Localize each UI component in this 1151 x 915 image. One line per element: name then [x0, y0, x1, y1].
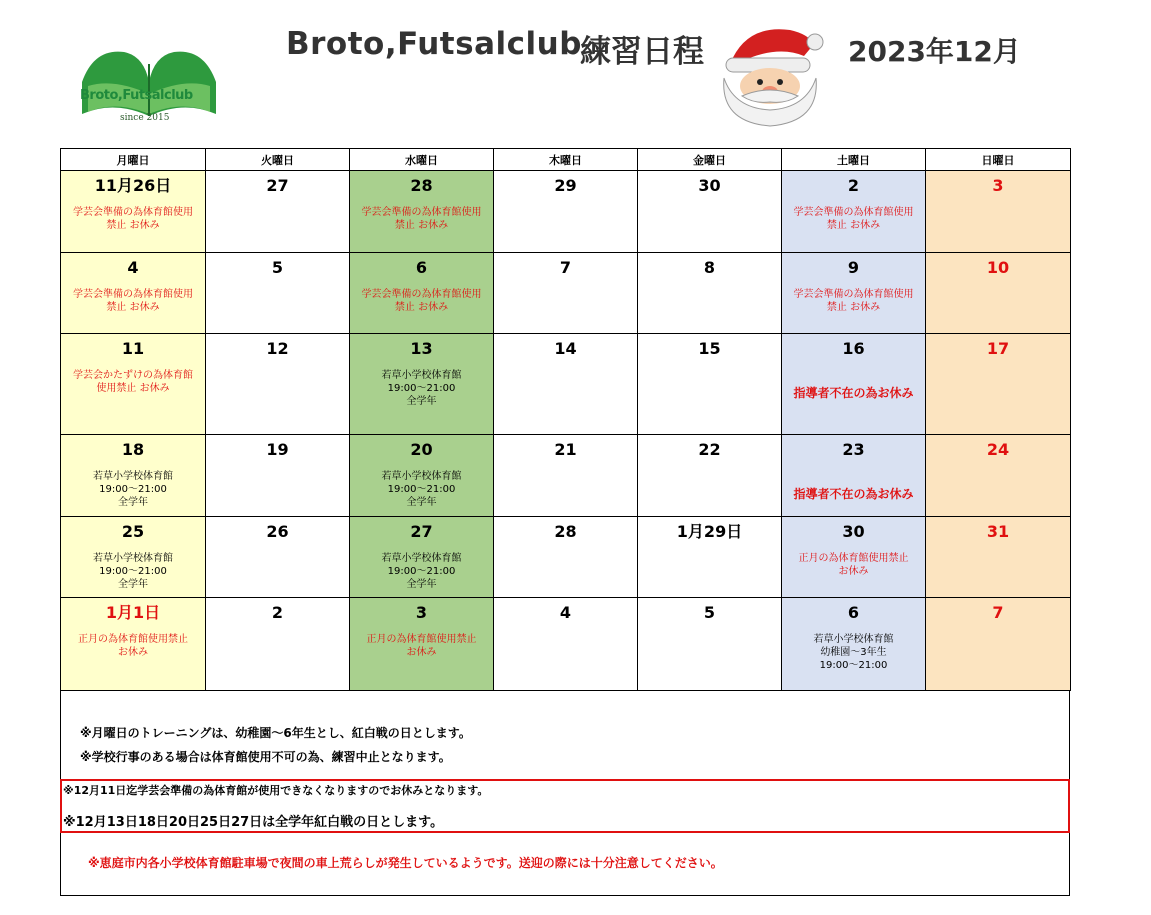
calendar-day-cell: [638, 334, 782, 435]
day-number: 21: [554, 440, 577, 459]
day-number: 1月29日: [676, 522, 743, 541]
calendar-day-cell: [926, 334, 1071, 435]
day-number: 2: [847, 176, 860, 195]
day-number: 8: [703, 258, 716, 277]
day-note-line: お休み: [118, 647, 148, 658]
calendar-day-cell: [494, 435, 638, 517]
calendar-day-cell: [494, 171, 638, 253]
calendar-day-cell: [61, 435, 206, 517]
day-note-line: 学芸会準備の為体育館使用: [73, 289, 193, 300]
calendar-week-row: [61, 598, 1071, 691]
calendar-day-cell: [782, 517, 926, 598]
day-note-line: 指導者不在の為お休み: [793, 487, 914, 501]
day-number: 28: [554, 522, 577, 541]
calendar-day-cell: [61, 517, 206, 598]
day-note: [350, 552, 493, 591]
weekday-header: 木曜日: [494, 149, 638, 171]
weekday-header: 水曜日: [350, 149, 494, 171]
day-note-line: 全学年: [118, 497, 148, 508]
day-number: 7: [559, 258, 572, 277]
day-note: [782, 387, 925, 400]
day-number: 5: [703, 603, 716, 622]
calendar-day-cell: [494, 517, 638, 598]
day-number: 1月1日: [105, 603, 161, 622]
day-note-line: 禁止 お休み: [106, 302, 160, 313]
day-note: [61, 369, 205, 395]
calendar-day-cell: [350, 253, 494, 334]
day-note-line: 禁止 お休み: [826, 302, 881, 313]
calendar-week-row: [61, 253, 1071, 334]
day-number: 15: [698, 339, 721, 358]
day-note-line: 若草小学校体育館: [381, 553, 462, 564]
day-number: 30: [698, 176, 721, 195]
day-note-line: 禁止 お休み: [106, 220, 160, 231]
santa-claus-icon: [716, 22, 824, 130]
day-note: [782, 488, 925, 501]
day-number: 10: [986, 258, 1010, 277]
calendar-body: [61, 171, 1071, 691]
day-number: 27: [266, 176, 289, 195]
day-number: 18: [121, 440, 145, 459]
day-number: 4: [127, 258, 139, 277]
day-number: 7: [992, 603, 1004, 622]
day-number: 30: [842, 522, 865, 541]
day-note: [782, 206, 925, 232]
day-note-line: 正月の為体育館使用禁止: [78, 634, 188, 645]
day-number: 2: [271, 603, 284, 622]
calendar-day-cell: [782, 171, 926, 253]
day-note-line: 幼稚園～3年生: [820, 647, 887, 658]
day-note: [350, 206, 493, 232]
calendar-table: [60, 148, 1071, 691]
day-note-line: 19:00～21:00: [387, 566, 456, 577]
day-number: 16: [842, 339, 865, 358]
day-note-line: 学芸会かたずけの為体育館: [73, 370, 193, 381]
calendar-day-cell: [638, 253, 782, 334]
day-note: [61, 633, 205, 659]
calendar-week-row: [61, 171, 1071, 253]
calendar-day-cell: [926, 435, 1071, 517]
day-number: 25: [121, 522, 145, 541]
day-number: 23: [842, 440, 865, 459]
day-note: [350, 288, 493, 314]
day-note-line: 使用禁止 お休み: [96, 383, 170, 394]
day-note-line: 若草小学校体育館: [813, 634, 894, 645]
day-number: 29: [554, 176, 577, 195]
calendar-day-cell: [782, 334, 926, 435]
calendar-day-cell: [926, 171, 1071, 253]
day-number: 3: [415, 603, 428, 622]
calendar-day-cell: [926, 517, 1071, 598]
day-note-line: 19:00～21:00: [387, 383, 456, 394]
day-note: [782, 288, 925, 314]
day-number: 19: [266, 440, 289, 459]
calendar-day-cell: [350, 517, 494, 598]
day-number: 6: [847, 603, 860, 622]
day-note-line: 学芸会準備の為体育館使用: [361, 207, 482, 218]
day-note: [61, 552, 205, 591]
day-note-line: 学芸会準備の為体育館使用: [793, 207, 914, 218]
weekday-header: 火曜日: [206, 149, 350, 171]
day-number: 11月26日: [94, 176, 172, 195]
logo-club-name: Broto,Futsalclub: [80, 88, 193, 103]
calendar-day-cell: [638, 435, 782, 517]
calendar-day-cell: [926, 598, 1071, 691]
calendar-day-cell: [206, 598, 350, 691]
calendar-day-cell: [61, 253, 206, 334]
day-note-line: 全学年: [406, 497, 437, 508]
day-note: [350, 369, 493, 408]
day-note-line: 正月の為体育館使用禁止: [366, 634, 477, 645]
logo-since: since 2015: [120, 113, 170, 123]
calendar-week-row: [61, 334, 1071, 435]
calendar-day-cell: [350, 334, 494, 435]
day-note-line: 学芸会準備の為体育館使用: [793, 289, 914, 300]
calendar-day-cell: [494, 253, 638, 334]
calendar-day-cell: [206, 517, 350, 598]
page-title-club: Broto,Futsalclub: [286, 26, 582, 62]
calendar-week-row: [61, 435, 1071, 517]
calendar-day-cell: [494, 598, 638, 691]
day-number: 17: [986, 339, 1010, 358]
day-note-line: 全学年: [118, 579, 148, 590]
day-number: 20: [410, 440, 433, 459]
day-note-line: 指導者不在の為お休み: [793, 386, 914, 400]
day-note: [350, 470, 493, 509]
weekday-header: 月曜日: [61, 149, 206, 171]
calendar-day-cell: [638, 598, 782, 691]
day-number: 14: [554, 339, 577, 358]
day-number: 5: [271, 258, 284, 277]
calendar-week-row: [61, 517, 1071, 598]
calendar-day-cell: [350, 171, 494, 253]
day-note-line: 全学年: [406, 579, 437, 590]
day-note-line: 19:00～21:00: [819, 660, 888, 671]
calendar-day-cell: [926, 253, 1071, 334]
calendar-day-cell: [782, 598, 926, 691]
day-note-line: 正月の為体育館使用禁止: [798, 553, 909, 564]
day-number: 4: [559, 603, 572, 622]
calendar-day-cell: [494, 334, 638, 435]
calendar-day-cell: [638, 517, 782, 598]
day-note: [61, 206, 205, 232]
day-note-line: 禁止 お休み: [826, 220, 881, 231]
calendar-day-cell: [61, 598, 206, 691]
day-note-line: 19:00～21:00: [387, 484, 456, 495]
page-title-month: 2023年12月: [848, 35, 1021, 68]
page-title-schedule: 練習日程: [580, 34, 704, 70]
day-number: 27: [410, 522, 433, 541]
day-note-line: 若草小学校体育館: [381, 471, 462, 482]
footer-note-scrimmage: ※12月13日18日20日25日27日は全学年紅白戦の日とします。: [63, 815, 444, 830]
day-number: 3: [992, 176, 1004, 195]
day-number: 28: [410, 176, 433, 195]
footer-note-school-events: ※学校行事のある場合は体育館使用不可の為、練習中止となります。: [80, 750, 451, 764]
day-note: [782, 552, 925, 578]
day-note: [782, 633, 925, 672]
calendar-day-cell: [782, 435, 926, 517]
calendar-day-cell: [782, 253, 926, 334]
day-note: [61, 470, 205, 509]
day-note-line: お休み: [406, 647, 437, 658]
day-number: 12: [266, 339, 289, 358]
calendar-day-cell: [206, 171, 350, 253]
day-note-line: 若草小学校体育館: [381, 370, 462, 381]
calendar-day-cell: [350, 598, 494, 691]
day-note-line: 禁止 お休み: [394, 302, 449, 313]
day-note-line: 学芸会準備の為体育館使用: [73, 207, 193, 218]
day-note-line: お休み: [838, 566, 869, 577]
day-number: 24: [986, 440, 1010, 459]
footer-warning-parking: ※恵庭市内各小学校体育館駐車場で夜間の車上荒らしが発生しているようです。送迎の際には十分注意してください。: [88, 856, 723, 870]
calendar-day-cell: [638, 171, 782, 253]
day-number: 26: [266, 522, 289, 541]
calendar-day-cell: [206, 334, 350, 435]
calendar-day-cell: [61, 334, 206, 435]
day-note: [61, 288, 205, 314]
day-note-line: 若草小学校体育館: [93, 553, 173, 564]
day-note: [350, 633, 493, 659]
weekday-header: 日曜日: [926, 149, 1071, 171]
footer-note-closure: ※12月11日迄学芸会準備の為体育館が使用できなくなりますのでお休みとなります。: [63, 784, 489, 797]
calendar-day-cell: [350, 435, 494, 517]
day-number: 31: [986, 522, 1010, 541]
day-note-line: 19:00～21:00: [99, 484, 167, 495]
day-note-line: 全学年: [406, 396, 437, 407]
calendar-day-cell: [206, 253, 350, 334]
weekday-header: 土曜日: [782, 149, 926, 171]
day-number: 6: [415, 258, 428, 277]
day-note-line: 19:00～21:00: [99, 566, 167, 577]
day-note-line: 禁止 お休み: [394, 220, 449, 231]
calendar-day-cell: [61, 171, 206, 253]
footer-note-monday: ※月曜日のトレーニングは、幼稚園～6年生とし、紅白戦の日とします。: [80, 726, 471, 740]
day-number: 13: [410, 339, 433, 358]
weekday-header: 金曜日: [638, 149, 782, 171]
day-number: 22: [698, 440, 721, 459]
day-number: 9: [847, 258, 860, 277]
day-note-line: 学芸会準備の為体育館使用: [361, 289, 482, 300]
calendar-day-cell: [206, 435, 350, 517]
day-note-line: 若草小学校体育館: [93, 471, 173, 482]
weekday-header-row: [61, 149, 1071, 171]
day-number: 11: [121, 339, 145, 358]
